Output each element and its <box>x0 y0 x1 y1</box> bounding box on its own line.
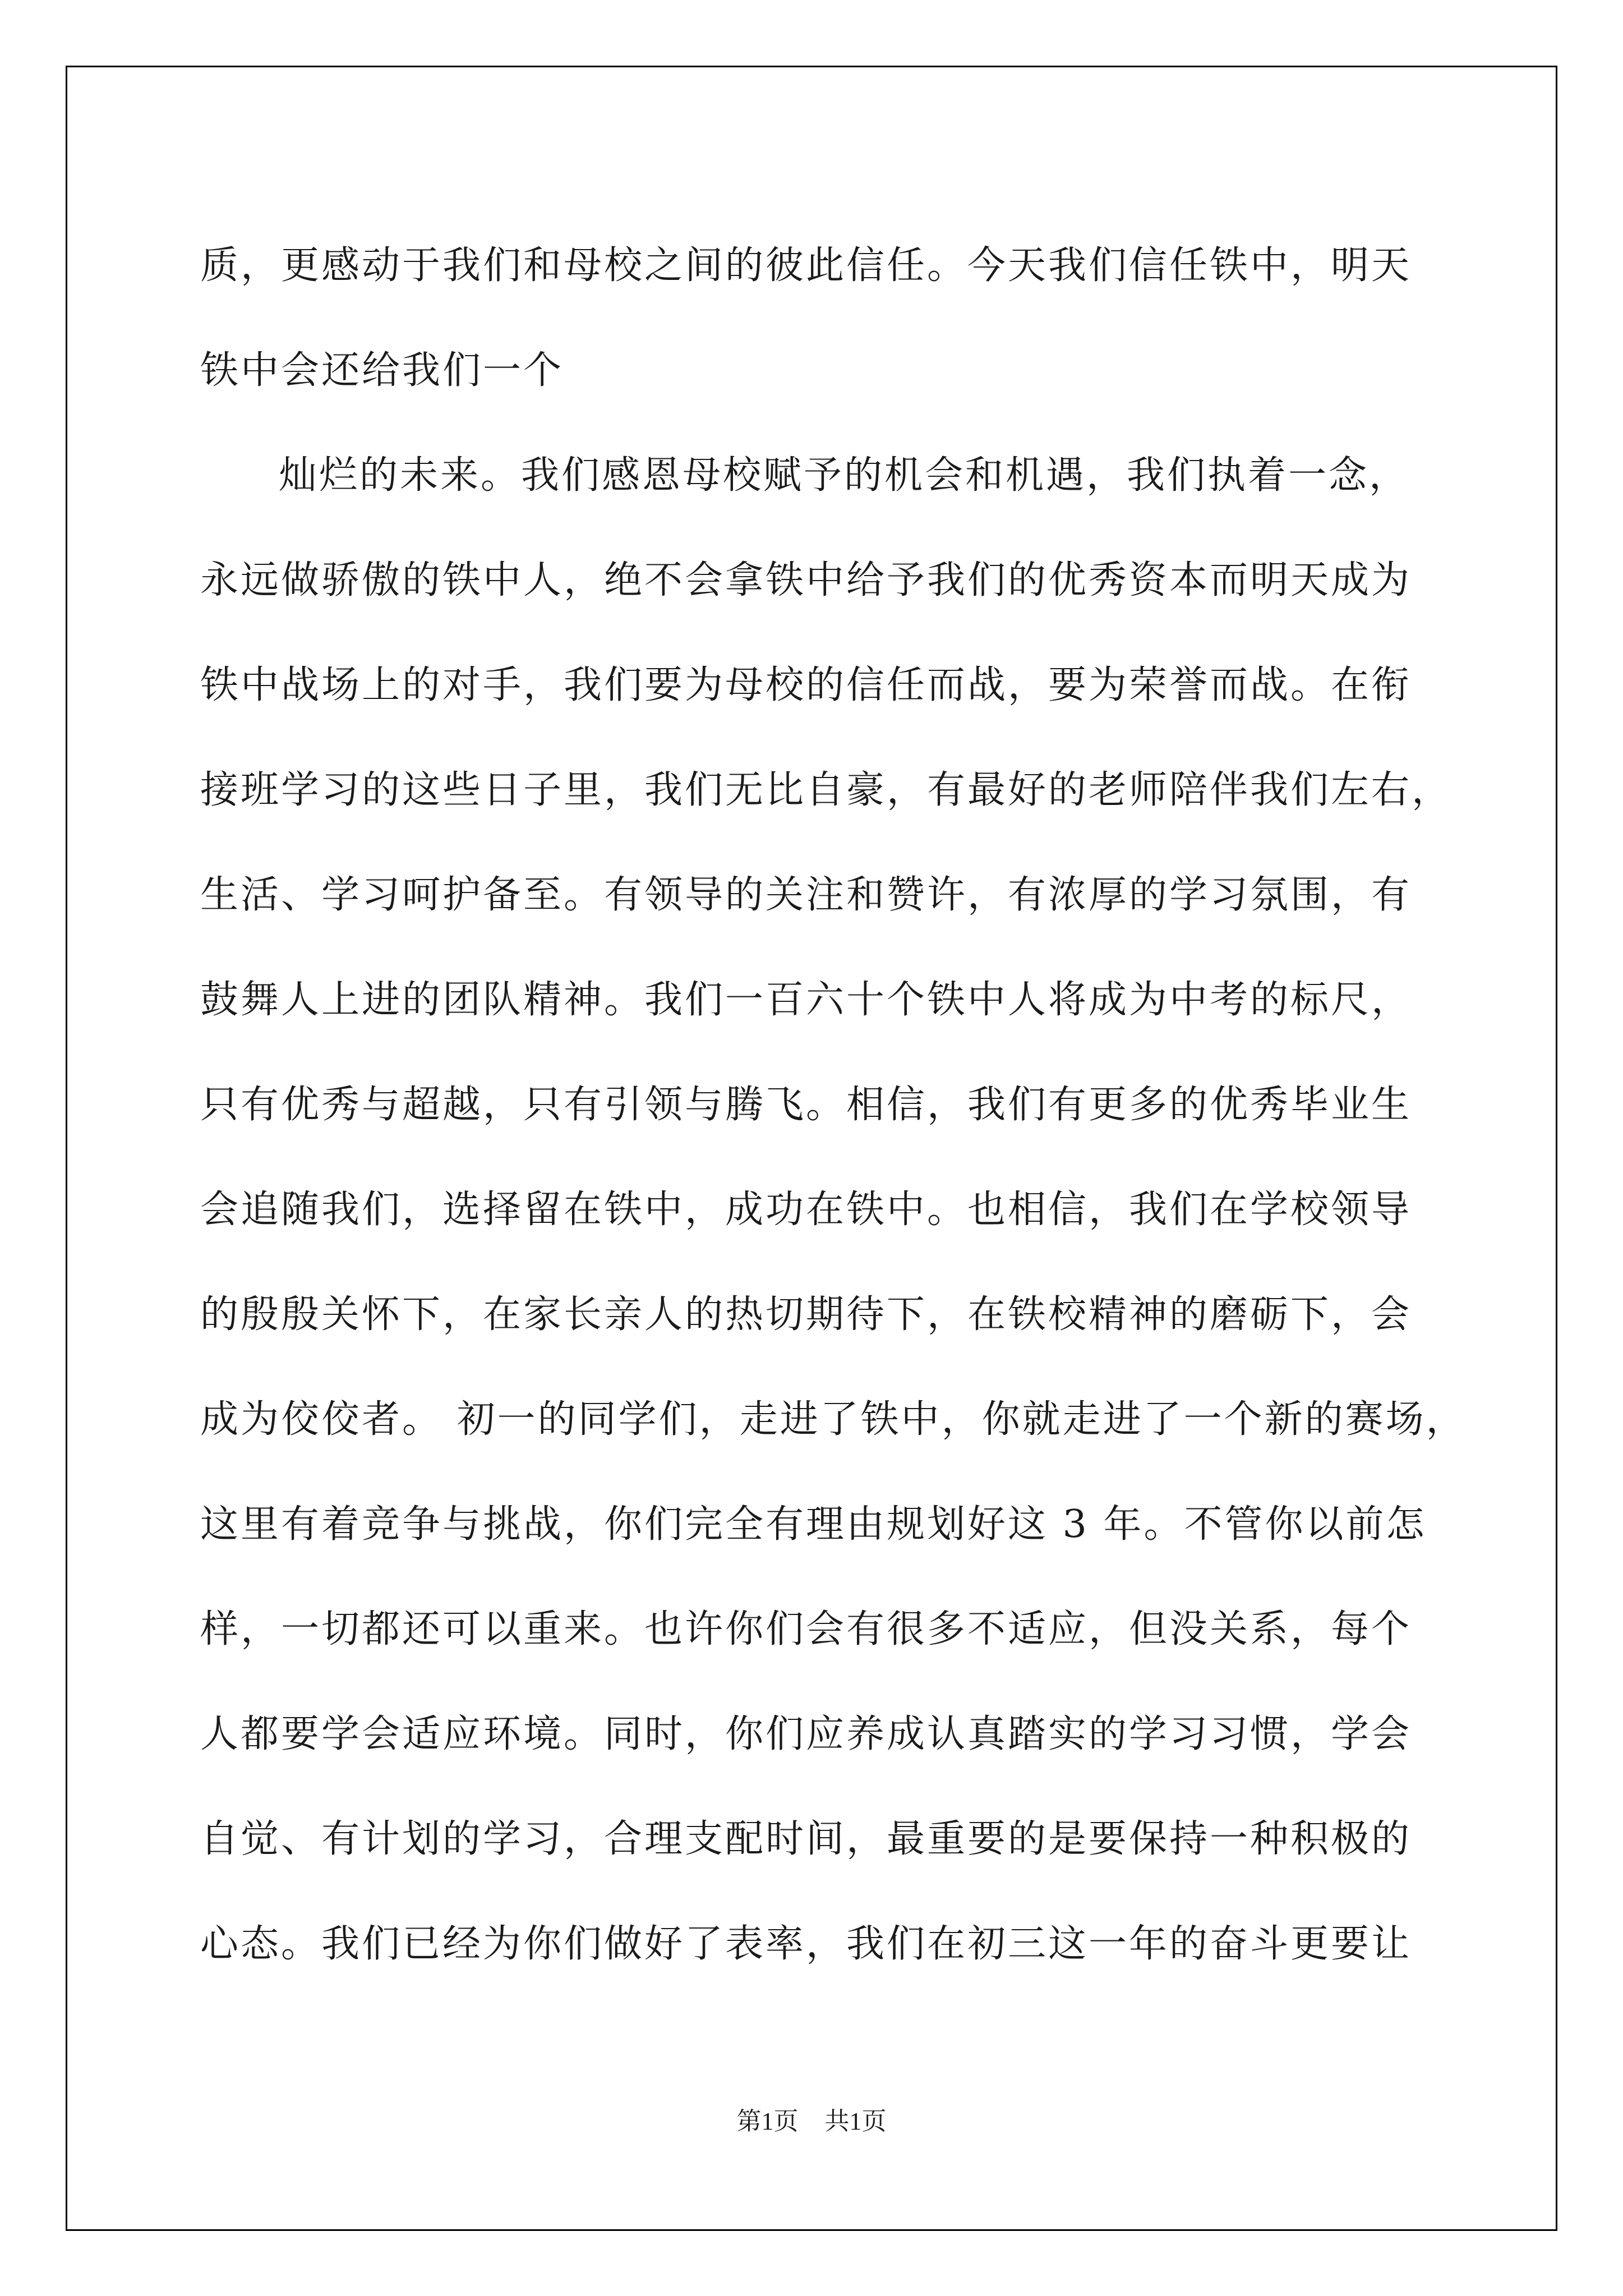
text-line: 鼓舞人上进的团队精神。我们一百六十个铁中人将成为中考的标尺， <box>200 978 1412 1022</box>
text-line: 自觉、有计划的学习，合理支配时间，最重要的是要保持一种积极的 <box>200 1817 1412 1861</box>
text-line: 心态。我们已经为你们做好了表率，我们在初三这一年的奋斗更要让 <box>200 1922 1412 1966</box>
text-line: 只有优秀与超越，只有引领与腾飞。相信，我们有更多的优秀毕业生 <box>200 1083 1412 1127</box>
document-body <box>200 213 1467 1996</box>
text-line: 样，一切都还可以重来。也许你们会有很多不适应，但没关系，每个 <box>200 1607 1412 1651</box>
page-number-label: 第1页 <box>736 2108 799 2135</box>
text-line: 铁中战场上的对手，我们要为母校的信任而战，要为荣誉而战。在衔 <box>200 663 1412 707</box>
text-line: 质，更感动于我们和母校之间的彼此信任。今天我们信任铁中，明天 <box>200 243 1412 288</box>
text-line: 成为佼佼者。 初一的同学们，走进了铁中，你就走进了一个新的赛场， <box>200 1397 1467 1442</box>
page-total-label: 共1页 <box>824 2108 887 2135</box>
text-line: 的殷殷关怀下，在家长亲人的热切期待下，在铁校精神的磨砺下，会 <box>200 1292 1412 1337</box>
text-line: 这里有着竞争与挑战，你们完全有理由规划好这 3 年。不管你以前怎 <box>200 1502 1427 1547</box>
text-line: 人都要学会适应环境。同时，你们应养成认真踏实的学习习惯，学会 <box>200 1712 1412 1756</box>
text-line: 灿烂的未来。我们感恩母校赋予的机会和机遇，我们执着一念， <box>279 453 1410 498</box>
text-line: 接班学习的这些日子里，我们无比自豪，有最好的老师陪伴我们左右， <box>200 768 1453 812</box>
text-line: 铁中会还给我们一个 <box>200 348 564 393</box>
text-line: 永远做骄傲的铁中人，绝不会拿铁中给予我们的优秀资本而明天成为 <box>200 558 1412 602</box>
text-line: 会追随我们，选择留在铁中，成功在铁中。也相信，我们在学校领导 <box>200 1188 1412 1232</box>
text-line: 生活、学习呵护备至。有领导的关注和赞许，有浓厚的学习氛围，有 <box>200 873 1412 917</box>
page-footer <box>0 2101 1623 2137</box>
